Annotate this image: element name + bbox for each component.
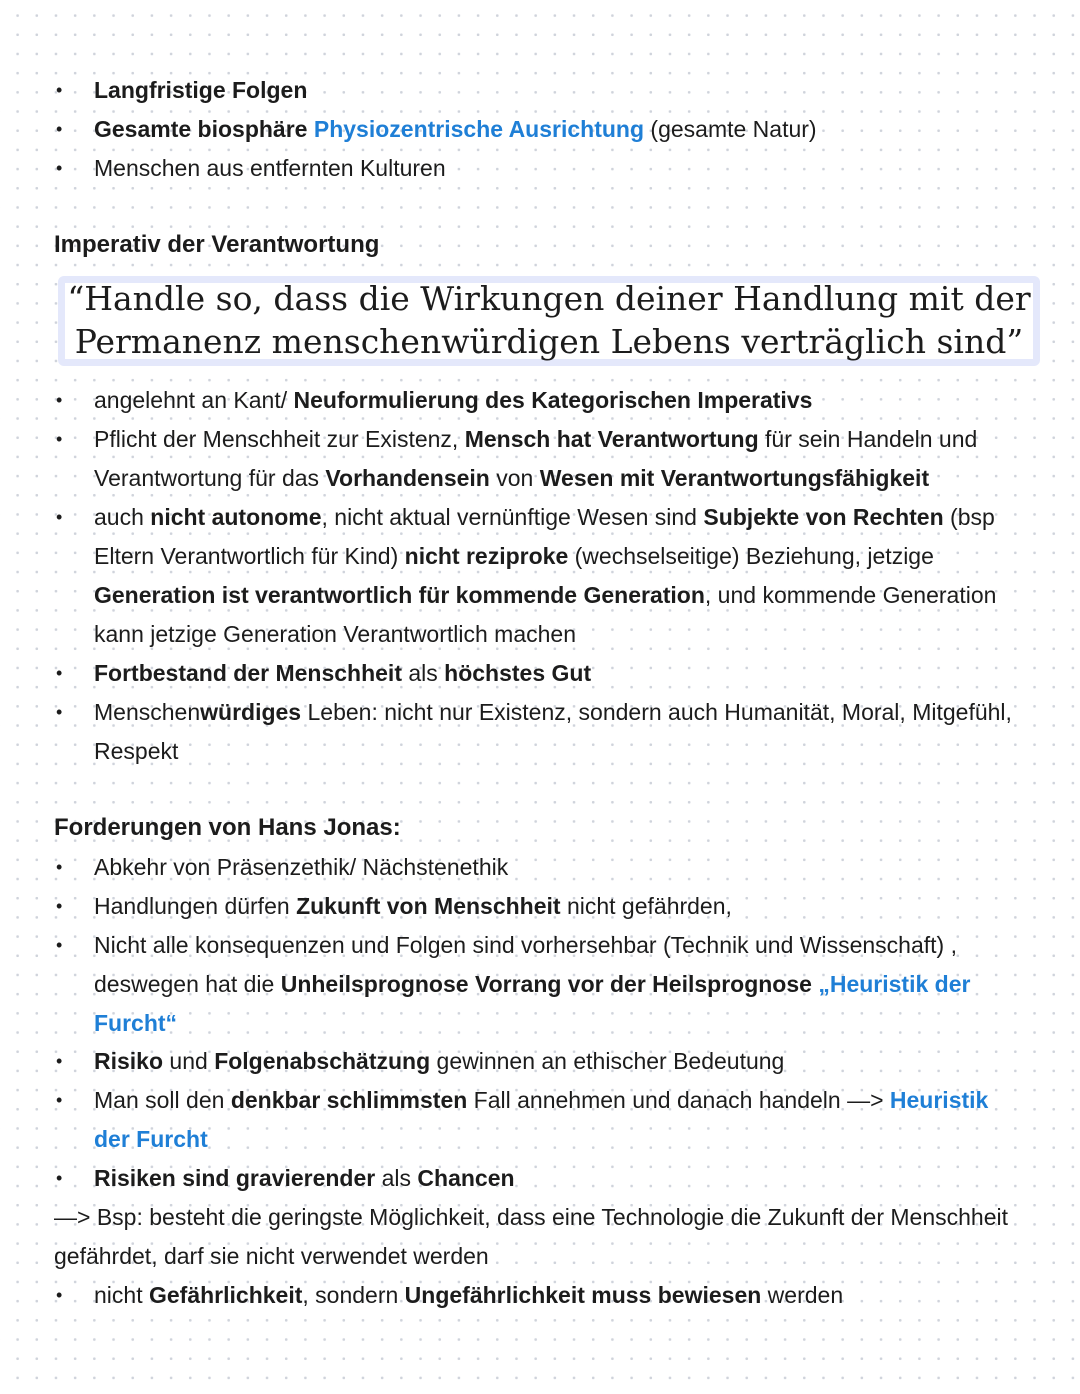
example-line-2: gefährdet, darf sie nicht verwendet werden [54, 1243, 489, 1269]
list-item [94, 75, 1040, 105]
text-segment: deswegen hat die [94, 971, 281, 997]
list-item [94, 930, 1040, 960]
list-item [94, 424, 1040, 454]
section-heading-imperativ: Imperativ der Verantwortung [54, 231, 380, 258]
bold-text: Mensch hat Verantwortung [464, 426, 759, 452]
list-item [94, 114, 1040, 144]
text-segment: Verantwortung für das [94, 465, 326, 491]
text-segment: kann jetzige Generation Verantwortlich machen [94, 621, 577, 647]
text-segment: nicht gefährden, [560, 893, 732, 919]
text-segment: , nicht aktual vernünftige Wesen sind [321, 504, 704, 530]
list-item [94, 1085, 1040, 1115]
quote-line-2: Permanenz menschenwürdigen Lebens verträglich sind” [74, 322, 1024, 361]
bullet: • [56, 429, 63, 449]
list-item [94, 153, 1040, 183]
quote-box [58, 276, 1040, 366]
bold-text: Fortbestand der Menschheit [94, 660, 402, 686]
section-heading-forderungen: Forderungen von Hans Jonas: [54, 814, 401, 841]
text-segment: als [375, 1165, 418, 1191]
list-item [94, 969, 1040, 999]
text-segment: Pflicht der Menschheit zur Existenz, [94, 426, 465, 452]
bullet: • [56, 663, 63, 683]
text-segment: Abkehr von Präsenzethik/ Nächstenethik [94, 854, 509, 880]
example-line-1: —> Bsp: besteht die geringste Möglichkeit, dass eine Technologie die Zukunft der Menschheit [54, 1204, 1008, 1230]
bold-text: Subjekte von Rechten [703, 504, 944, 530]
highlight-text: Physiozentrische Ausrichtung [313, 116, 645, 142]
bullet: • [56, 80, 63, 100]
bullet: • [56, 158, 63, 178]
text-segment: nicht [94, 1282, 149, 1308]
list-item [94, 697, 1040, 727]
list-item [94, 1280, 1040, 1310]
list-item [94, 619, 1040, 649]
bold-text: höchstes Gut [444, 660, 592, 686]
list-item [94, 1008, 1040, 1038]
list-item [94, 658, 1040, 688]
list-item [94, 541, 1040, 571]
text-segment: , sondern [302, 1282, 405, 1308]
text-segment: , und kommende Generation [704, 582, 997, 608]
bold-text: nicht autonome [150, 504, 322, 530]
bold-text: denkbar schlimmsten [230, 1087, 468, 1113]
text-segment: angelehnt an Kant/ [94, 387, 294, 413]
text-segment: Eltern Verantwortlich für Kind) [94, 543, 405, 569]
bold-text: Langfristige Folgen [94, 77, 308, 103]
list-item [94, 1163, 1040, 1193]
list-item [94, 852, 1040, 882]
text-segment: Nicht alle konsequenzen und Folgen sind vorhersehbar (Technik und Wissenschaft) , [94, 932, 957, 958]
bold-text: Chancen [417, 1165, 515, 1191]
bullet: • [56, 119, 63, 139]
text-segment: Man soll den [94, 1087, 231, 1113]
list-item [94, 1124, 1040, 1154]
list-item [94, 891, 1040, 921]
highlight-text: Furcht“ [94, 1010, 178, 1036]
bullet: • [56, 1090, 63, 1110]
text-segment: als [401, 660, 445, 686]
text-segment: gewinnen an ethischer Bedeutung [430, 1048, 785, 1074]
highlight-text: der Furcht [94, 1126, 208, 1152]
bullet: • [56, 1168, 63, 1188]
bold-text: Wesen mit Verantwortungsfähigkeit [539, 465, 930, 491]
bold-text: Zukunft von Menschheit [296, 893, 561, 919]
text-segment: (wechselseitige) Beziehung, jetzige [568, 543, 934, 569]
text-segment: (bsp [943, 504, 995, 530]
bold-text: nicht reziproke [404, 543, 569, 569]
list-item [94, 580, 1040, 610]
bullet: • [56, 1285, 63, 1305]
bold-text: Risiken sind gravierender [94, 1165, 376, 1191]
text-segment: Handlungen dürfen [94, 893, 297, 919]
bullet: • [56, 857, 63, 877]
bold-text: Risiko [94, 1048, 164, 1074]
text-segment: werden [761, 1282, 844, 1308]
text-segment: Menschen [94, 699, 201, 725]
bold-text: würdiges [200, 699, 302, 725]
list-item [94, 502, 1040, 532]
bold-text: Folgenabschätzung [214, 1048, 431, 1074]
text-segment: für sein Handeln und [758, 426, 978, 452]
text-segment: von [489, 465, 540, 491]
quote-line-1: “Handle so, dass die Wirkungen deiner Handlung mit der [67, 279, 1031, 318]
bullet: • [56, 390, 63, 410]
bold-text: Gefährlichkeit [148, 1282, 303, 1308]
bold-text: Gesamte biosphäre [94, 116, 314, 142]
text-segment: (gesamte Natur) [644, 116, 817, 142]
bullet: • [56, 896, 63, 916]
list-item [94, 736, 1040, 766]
bold-text: Unheilsprognose Vorrang vor der Heilsprognose [280, 971, 812, 997]
text-segment: auch [94, 504, 151, 530]
bullet: • [56, 935, 63, 955]
text-segment: Menschen aus entfernten Kulturen [94, 155, 446, 181]
bullet: • [56, 702, 63, 722]
list-item [94, 385, 1040, 415]
text-segment: Fall annehmen und danach handeln —> [467, 1087, 890, 1113]
bullet: • [56, 507, 63, 527]
text-segment: Respekt [94, 738, 179, 764]
bold-text: Generation ist verantwortlich für kommende Generation [94, 582, 705, 608]
highlight-text: „Heuristik der [811, 971, 971, 997]
bold-text: Ungefährlichkeit muss bewiesen [404, 1282, 762, 1308]
list-item [94, 463, 1040, 493]
list-item [94, 1046, 1040, 1076]
highlight-text: Heuristik [889, 1087, 989, 1113]
text-segment: und [163, 1048, 215, 1074]
bold-text: Neuformulierung des Kategorischen Imperativs [293, 387, 813, 413]
bullet: • [56, 1051, 63, 1071]
bold-text: Vorhandensein [325, 465, 490, 491]
text-segment: Leben: nicht nur Existenz, sondern auch Humanität, Moral, Mitgefühl, [301, 699, 1012, 725]
